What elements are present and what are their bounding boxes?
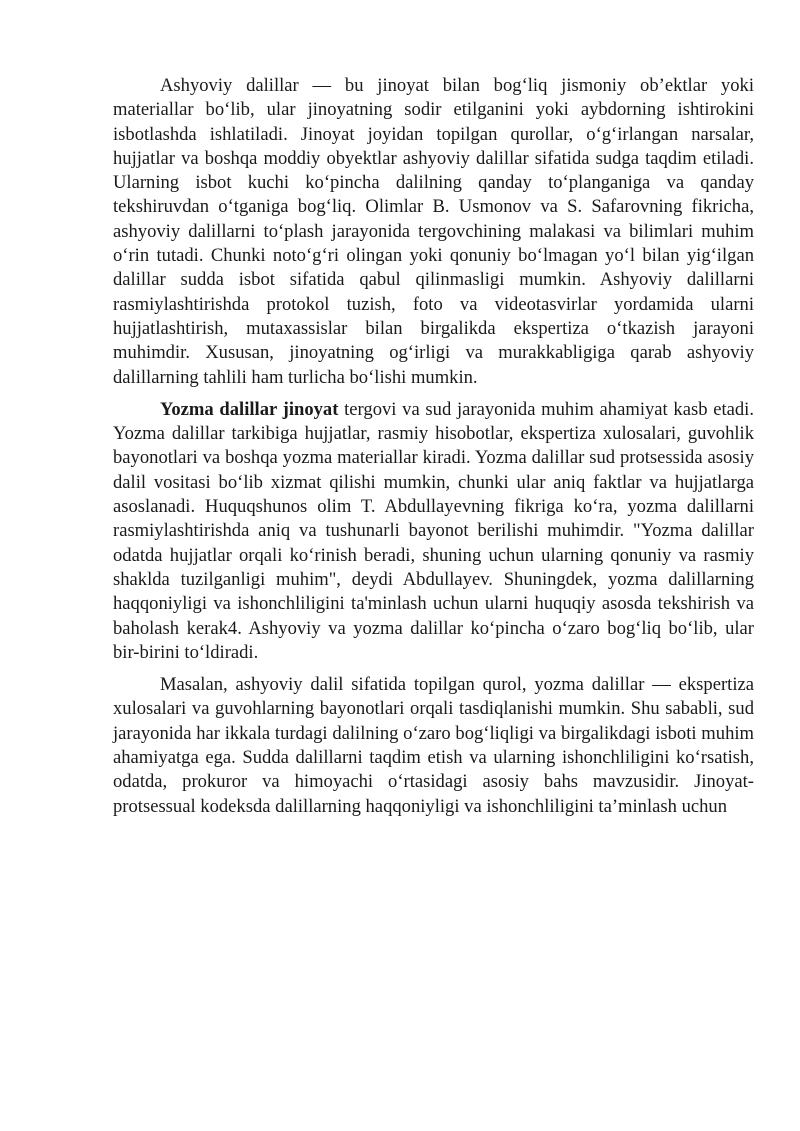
- paragraph-physical-evidence: [113, 74, 754, 390]
- paragraph-written-evidence: [113, 398, 754, 665]
- document-page: [113, 74, 754, 827]
- paragraph-text: tergovi va sud jarayonida muhim ahamiyat kasb etadi. Yozma dalillar tarkibiga hujjatlar, rasmiy hisobotlar, ekspertiza xulosalari, guvohlik bayonotlari va boshqa yozma materiallar kiradi. Yozma dalillar sud protsessida asosiy dalil vositasi bo‘lib xizmat qilishi mumkin, chunki ular aniq faktlar va hujjatlarga asoslanadi. Huquqshunos olim T. Abdullayevning fikriga ko‘ra, yozma dalillarni rasmiylashtirishda aniq va tushunarli bayonot berilishi muhimdir. "Yozma dalillar odatda hujjatlar orqali ko‘rinish beradi, shuning uchun ularning qonuniy va rasmiy shaklda tuzilganligi muhim", deydi Abdullayev. Shuningdek, yozma dalillarning haqqoniyligi va ishonchliligini ta'minlash uchun ularni huquqiy asosda tekshirish va baholash kerak4. Ashyoviy va yozma dalillar ko‘pincha o‘zaro bog‘liq bo‘lib, ular bir-birini to‘ldiradi.: [113, 398, 754, 663]
- paragraph-text: Masalan, ashyoviy dalil sifatida topilgan qurol, yozma dalillar — ekspertiza xulosalari va guvohlarning bayonotlari orqali tasdiqlanishi mumkin. Shu sababli, sud jarayonida har ikkala turdagi dalilning o‘zaro bog‘liqligi va birgalikdagi isboti muhim ahamiyatga ega. Sudda dalillarni taqdim etish va ularning ishonchliligini ko‘rsatish, odatda, prokuror va himoyachi o‘rtasidagi asosiy bahs mavzusidir. Jinoyat-protsessual kodeksda dalillarning haqqoniyligi va ishonchliligini ta’minlash uchun: [113, 674, 754, 817]
- paragraph-example: [113, 673, 754, 819]
- paragraph-text: Ashyoviy dalillar — bu jinoyat bilan bog‘liq jismoniy ob’ektlar yoki materiallar bo‘lib, ular jinoyatning sodir etilganini yoki aybdorning ishtirokini isbotlashda ishlatiladi. Jinoyat joyidan topilgan qurollar, o‘g‘irlangan narsalar, hujjatlar va boshqa moddiy obyektlar ashyoviy dalillar sifatida sudga taqdim etiladi. Ularning isbot kuchi ko‘pincha dalilning qanday to‘planganiga va qanday tekshiruvdan o‘tganiga bog‘liq. Olimlar B. Usmonov va S. Safarovning fikricha, ashyoviy dalillarni to‘plash jarayonida tergovchining malakasi va bilimlari muhim o‘rin tutadi. Chunki noto‘g‘ri olingan yoki qonuniy bo‘lmagan yo‘l bilan yig‘ilgan dalillar sudda isbot sifatida qabul qilinmasligi mumkin. Ashyoviy dalillarni rasmiylashtirishda protokol tuzish, foto va videotasvirlar yordamida ularni hujjatlashtirish, mutaxassislar bilan birgalikda ekspertiza o‘tkazish jarayoni muhimdir. Xususan, jinoyatning og‘irligi va murakkabligiga qarab ashyoviy dalillarning tahlili ham turlicha bo‘lishi mumkin.: [113, 75, 754, 388]
- paragraph-bold-lead: Yozma dalillar jinoyat: [160, 398, 339, 420]
